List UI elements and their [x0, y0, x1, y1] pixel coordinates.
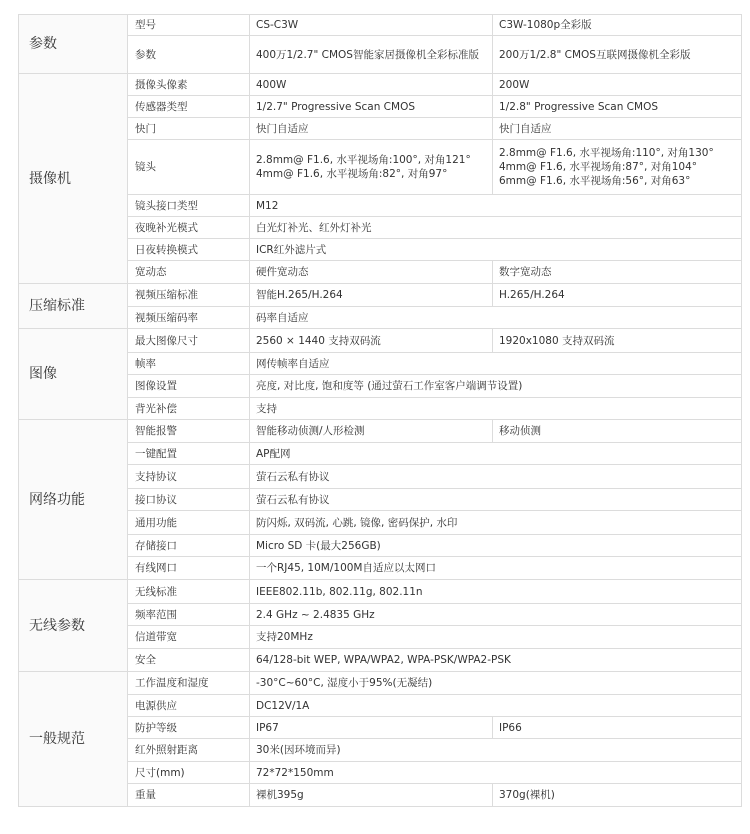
- feature-cell: 工作温度和湿度: [128, 672, 250, 695]
- value-cell-shared: Micro SD 卡(最大256GB): [250, 535, 742, 557]
- category-cell: 图像: [19, 329, 128, 420]
- value-cell-c3w-1080p: 1/2.8" Progressive Scan CMOS: [493, 96, 742, 118]
- feature-cell: 背光补偿: [128, 398, 250, 420]
- value-cell-c3w: 智能移动侦测/人形检测: [250, 420, 493, 443]
- value-cell-c3w-1080p: 数字宽动态: [493, 261, 742, 284]
- spec-row: [19, 489, 742, 511]
- value-cell-shared: 防闪烁, 双码流, 心跳, 镜像, 密码保护, 水印: [250, 511, 742, 535]
- value-cell-c3w-1080p: 370g(裸机): [493, 784, 742, 807]
- spec-row: [19, 443, 742, 465]
- feature-cell: 通用功能: [128, 511, 250, 535]
- spec-row: [19, 398, 742, 420]
- feature-cell: 有线网口: [128, 557, 250, 580]
- value-cell-c3w-1080p: 1920x1080 支持双码流: [493, 329, 742, 353]
- spec-row: [19, 580, 742, 604]
- value-cell-shared: 2.4 GHz ~ 2.4835 GHz: [250, 604, 742, 626]
- value-cell-shared: IEEE802.11b, 802.11g, 802.11n: [250, 580, 742, 604]
- value-cell-shared: DC12V/1A: [250, 695, 742, 717]
- feature-cell: 最大图像尺寸: [128, 329, 250, 353]
- category-cell: 压缩标准: [19, 284, 128, 329]
- category-cell: 网络功能: [19, 420, 128, 580]
- value-cell-c3w: 硬件宽动态: [250, 261, 493, 284]
- spec-row: [19, 195, 742, 217]
- feature-cell: 帧率: [128, 353, 250, 375]
- value-cell-c3w: IP67: [250, 717, 493, 739]
- spec-row: [19, 217, 742, 239]
- value-cell-c3w: CS-C3W: [250, 15, 493, 36]
- value-cell-c3w: 快门自适应: [250, 118, 493, 140]
- category-cell: 一般规范: [19, 672, 128, 807]
- value-cell-shared: 72*72*150mm: [250, 762, 742, 784]
- value-cell-shared: 亮度, 对比度, 饱和度等 (通过萤石工作室客户端调节设置): [250, 375, 742, 398]
- value-cell-shared: 萤石云私有协议: [250, 489, 742, 511]
- spec-row: [19, 717, 742, 739]
- value-cell-shared: 白光灯补光、红外灯补光: [250, 217, 742, 239]
- value-cell-shared: 支持20MHz: [250, 626, 742, 649]
- feature-cell: 安全: [128, 649, 250, 672]
- category-cell: 参数: [19, 15, 128, 74]
- feature-cell: 红外照射距离: [128, 739, 250, 762]
- spec-row: [19, 649, 742, 672]
- spec-row: [19, 672, 742, 695]
- spec-row: [19, 36, 742, 74]
- feature-cell: 视频压缩码率: [128, 307, 250, 329]
- feature-cell: 信道带宽: [128, 626, 250, 649]
- value-cell-c3w-1080p: 2.8mm@ F1.6, 水平视场角:110°, 对角130° 4mm@ F1.6, 水平视场角:87°, 对角104° 6mm@ F1.6, 水平视场角:56°, 对角63°: [493, 140, 742, 195]
- spec-row: [19, 353, 742, 375]
- spec-row: [19, 420, 742, 443]
- spec-row: [19, 140, 742, 195]
- value-cell-c3w: 400W: [250, 74, 493, 96]
- feature-cell: 支持协议: [128, 465, 250, 489]
- feature-cell: 镜头: [128, 140, 250, 195]
- value-cell-shared: 一个RJ45, 10M/100M自适应以太网口: [250, 557, 742, 580]
- feature-cell: 传感器类型: [128, 96, 250, 118]
- spec-row: [19, 284, 742, 307]
- value-cell-c3w-1080p: 快门自适应: [493, 118, 742, 140]
- feature-cell: 电源供应: [128, 695, 250, 717]
- spec-row: [19, 511, 742, 535]
- category-cell: 摄像机: [19, 74, 128, 284]
- value-cell-shared: 萤石云私有协议: [250, 465, 742, 489]
- spec-row: [19, 118, 742, 140]
- value-cell-c3w: 1/2.7" Progressive Scan CMOS: [250, 96, 493, 118]
- value-cell-c3w-1080p: H.265/H.264: [493, 284, 742, 307]
- feature-cell: 摄像头像素: [128, 74, 250, 96]
- feature-cell: 图像设置: [128, 375, 250, 398]
- feature-cell: 快门: [128, 118, 250, 140]
- value-cell-shared: ICR红外滤片式: [250, 239, 742, 261]
- value-cell-shared: 网传帧率自适应: [250, 353, 742, 375]
- value-cell-c3w: 智能H.265/H.264: [250, 284, 493, 307]
- value-cell-c3w: 2.8mm@ F1.6, 水平视场角:100°, 对角121° 4mm@ F1.6, 水平视场角:82°, 对角97°: [250, 140, 493, 195]
- spec-row: [19, 739, 742, 762]
- feature-cell: 参数: [128, 36, 250, 74]
- spec-row: [19, 695, 742, 717]
- spec-table-body: [19, 15, 742, 807]
- value-cell-c3w-1080p: 200W: [493, 74, 742, 96]
- spec-row: [19, 239, 742, 261]
- spec-row: [19, 626, 742, 649]
- value-cell-shared: -30°C~60°C, 湿度小于95%(无凝结): [250, 672, 742, 695]
- spec-row: [19, 557, 742, 580]
- spec-row: [19, 329, 742, 353]
- value-cell-c3w-1080p: IP66: [493, 717, 742, 739]
- feature-cell: 镜头接口类型: [128, 195, 250, 217]
- value-cell-shared: M12: [250, 195, 742, 217]
- spec-row: [19, 261, 742, 284]
- spec-row: [19, 604, 742, 626]
- value-cell-shared: 64/128-bit WEP, WPA/WPA2, WPA-PSK/WPA2-PSK: [250, 649, 742, 672]
- spec-table: [18, 14, 742, 807]
- spec-row: [19, 465, 742, 489]
- value-cell-c3w-1080p: 200万1/2.8" CMOS互联网摄像机全彩版: [493, 36, 742, 74]
- feature-cell: 尺寸(mm): [128, 762, 250, 784]
- feature-cell: 宽动态: [128, 261, 250, 284]
- feature-cell: 接口协议: [128, 489, 250, 511]
- spec-row: [19, 96, 742, 118]
- value-cell-shared: AP配网: [250, 443, 742, 465]
- value-cell-shared: 支持: [250, 398, 742, 420]
- category-cell: 无线参数: [19, 580, 128, 672]
- value-cell-c3w-1080p: 移动侦测: [493, 420, 742, 443]
- value-cell-c3w-1080p: C3W-1080p全彩版: [493, 15, 742, 36]
- feature-cell: 视频压缩标准: [128, 284, 250, 307]
- feature-cell: 频率范围: [128, 604, 250, 626]
- feature-cell: 无线标准: [128, 580, 250, 604]
- value-cell-c3w: 裸机395g: [250, 784, 493, 807]
- spec-row: [19, 74, 742, 96]
- spec-row: [19, 375, 742, 398]
- spec-row: [19, 784, 742, 807]
- spec-row: [19, 535, 742, 557]
- value-cell-c3w: 2560 × 1440 支持双码流: [250, 329, 493, 353]
- spec-row: [19, 307, 742, 329]
- feature-cell: 日夜转换模式: [128, 239, 250, 261]
- spec-row: [19, 762, 742, 784]
- value-cell-c3w: 400万1/2.7" CMOS智能家居摄像机全彩标准版: [250, 36, 493, 74]
- feature-cell: 重量: [128, 784, 250, 807]
- feature-cell: 存储接口: [128, 535, 250, 557]
- value-cell-shared: 30米(因环境而异): [250, 739, 742, 762]
- spec-row: [19, 15, 742, 36]
- feature-cell: 夜晚补光模式: [128, 217, 250, 239]
- feature-cell: 一键配置: [128, 443, 250, 465]
- feature-cell: 防护等级: [128, 717, 250, 739]
- feature-cell: 型号: [128, 15, 250, 36]
- feature-cell: 智能报警: [128, 420, 250, 443]
- value-cell-shared: 码率自适应: [250, 307, 742, 329]
